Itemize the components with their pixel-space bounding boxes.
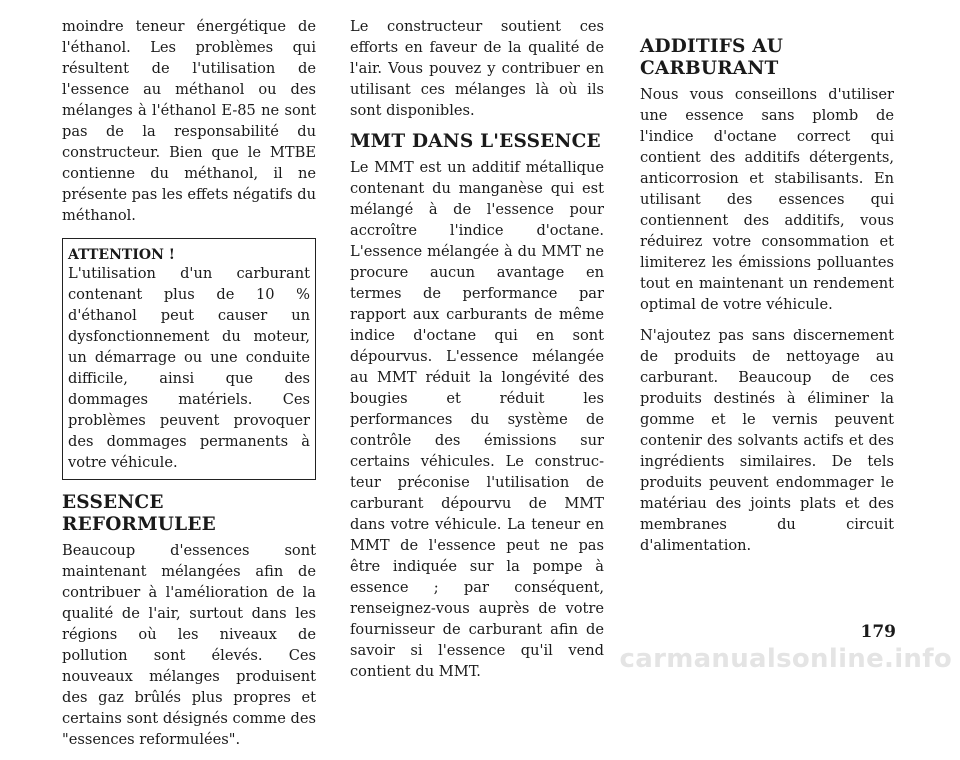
intro-paragraph: Le constructeur soutient ces efforts en faveur de la qualité de l'air. Vous pouvez y contribuer en utilisant ces mélanges là où ils sont disponibles. [350,18,604,119]
warning-title: ATTENTION ! [68,247,175,263]
page-number: 179 [860,622,896,642]
intro-paragraph: moindre teneur énergétique de l'éthanol. Les problèmes qui résultent de l'utilisation de l'essence au méthanol ou des mélanges à l'éthanol E-85 ne sont pas de la responsabilité du constructeur. Bien que le MTBE contienne du méthanol, il ne présente pas les effets négatifs du méthanol. [62,18,316,224]
column-right [640,16,894,566]
column-left [62,16,316,760]
section-paragraph: Beaucoup d'essences sont maintenant mélangées afin de contribuer à l'amélioration de la qualité de l'air, surtout dans les régions où les niveaux de pollution sont élevés. Ces nouveaux mélanges produisent des gaz brûlés plus propres et certains sont désignés comme des "essences reformulées". [62,542,316,748]
section-heading-essence-reformulee: ESSENCE REFORMULEE [62,492,216,535]
section-paragraph: Le MMT est un additif métallique contenant du manganèse qui est mélangé à de l'essence pour accroître l'indice d'octane. L'essence mélangée à du MMT ne procure aucun avantage en termes de performance par rapport aux carburants de même indice d'octane qui en sont dépourvus. L'essence mélangée au MMT réduit la longévité des bougies et réduit les performances du système de contrôle des émissions sur certains véhicules. Le constructeur préconise l'utilisation de carburant dépourvu de MMT dans votre véhicule. La teneur en MMT de l'essence peut ne pas être indiquée sur la pompe à essence ; par conséquent, renseignez-vous auprès de votre fournisseur de carburant afin de savoir si l'essence qu'il vend contient du MMT. [350,159,604,680]
warning-text: L'utilisation d'un carburant contenant plus de 10 % d'éthanol peut causer un dysfonctionnement du moteur, un démarrage ou une conduite difficile, ainsi que des dommages matériels. Ces problèmes peuvent provoquer des dommages permanents à votre véhicule. [68,265,310,471]
column-middle [350,16,604,692]
watermark-text: carmanualsonline.info [619,644,952,674]
section-paragraph-2: N'ajoutez pas sans discernement de produits de nettoyage au carburant. Beaucoup de ces produits destinés à éliminer la gomme et le vernis peuvent contenir des solvants actifs et des ingrédients similaires. De tels produits peuvent endommager le matériau des joints plats et des membranes du circuit d'alimentation. [640,327,894,554]
section-heading-mmt: MMT DANS L'ESSENCE [350,131,601,152]
section-paragraph-1: Nous vous conseillons d'utiliser une essence sans plomb de l'indice d'octane correct qui contient des additifs détergents, anticorrosion et stabilisants. En utilisant des essences qui contiennent des additifs, vous réduirez votre consommation et limiterez les émissions polluantes tout en maintenant un rendement optimal de votre véhicule. [640,86,894,313]
section-heading-additifs: ADDITIFS AU CARBURANT [640,36,784,79]
warning-box [62,238,316,480]
